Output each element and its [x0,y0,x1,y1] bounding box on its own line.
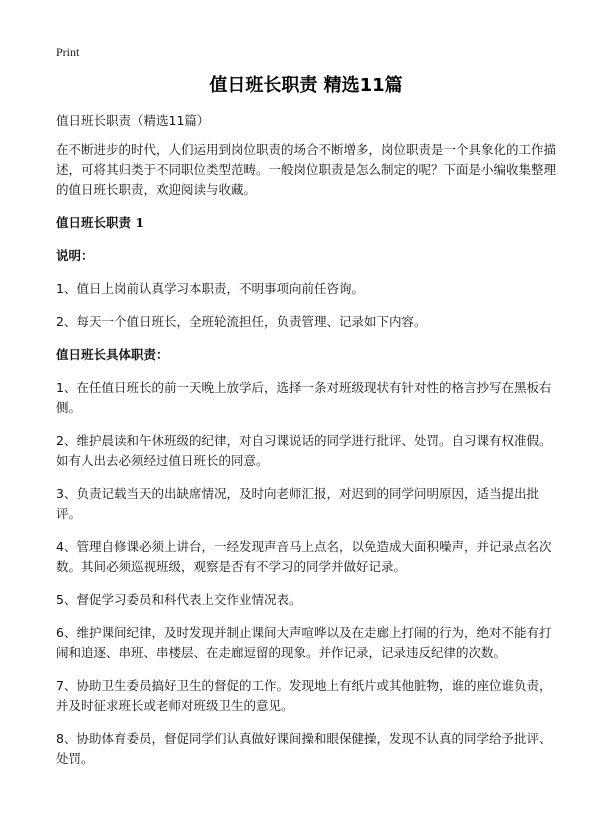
explain-item: 2、每天一个值日班长，全班轮流担任，负责管理、记录如下内容。 [56,314,427,329]
duty-item: 5、督促学习委员和科代表上交作业情况表。 [56,592,302,607]
duty-item: 2、维护晨读和午休班级的纪律，对自习课说话的同学进行批评、处罚。自习课有权准假。如有人出去必须经过值日班长的同意。 [56,433,552,468]
intro-paragraph: 在不断进步的时代，人们运用到岗位职责的场合不断增多，岗位职责是一个具象化的工作描述，可将其归类于不同职位类型范畴。一般岗位职责是怎么制定的呢？下面是小编收集整理的值日班长职责，欢迎阅读与收藏。 [56,142,557,197]
section-heading: 值日班长职责 1 [56,215,145,230]
explain-item: 1、值日上岗前认真学习本职责，不明事项向前任咨询。 [56,281,364,296]
duty-item: 6、维护课间纪律，及时发现并制止课间大声喧哗以及在走廊上打闹的行为，绝对不能有打闹和追逐、串班、串楼层、在走廊逗留的现象。并作记录，记录违反纪律的次数。 [56,625,552,660]
print-label: Print [56,45,80,59]
page-title: 值日班长职责 精选11篇 [209,75,403,96]
duty-item: 4、管理自修课必须上讲台，一经发现声音马上点名，以免造成大面积噪声，并记录点名次数。其间必须巡视班级，观察是否有不学习的同学并做好记录。 [56,539,552,574]
duty-item: 7、协助卫生委员搞好卫生的督促的工作。发现地上有纸片或其他脏物，谁的座位谁负责，并及时征求班长或老师对班级卫生的意见。 [56,678,552,713]
explain-heading: 说明： [56,248,94,263]
duties-heading: 值日班长具体职责： [56,347,169,362]
document-subtitle: 值日班长职责（精选11篇） [56,113,210,128]
duty-item: 1、在任值日班长的前一天晚上放学后，选择一条对班级现状有针对性的格言抄写在黑板右侧。 [56,380,552,415]
duty-item: 8、协助体育委员，督促同学们认真做好课间操和眼保健操，发现不认真的同学给予批评、处罚。 [56,731,552,766]
duty-item: 3、负责记载当天的出缺席情况，及时向老师汇报，对迟到的同学问明原因，适当提出批评。 [56,486,539,521]
